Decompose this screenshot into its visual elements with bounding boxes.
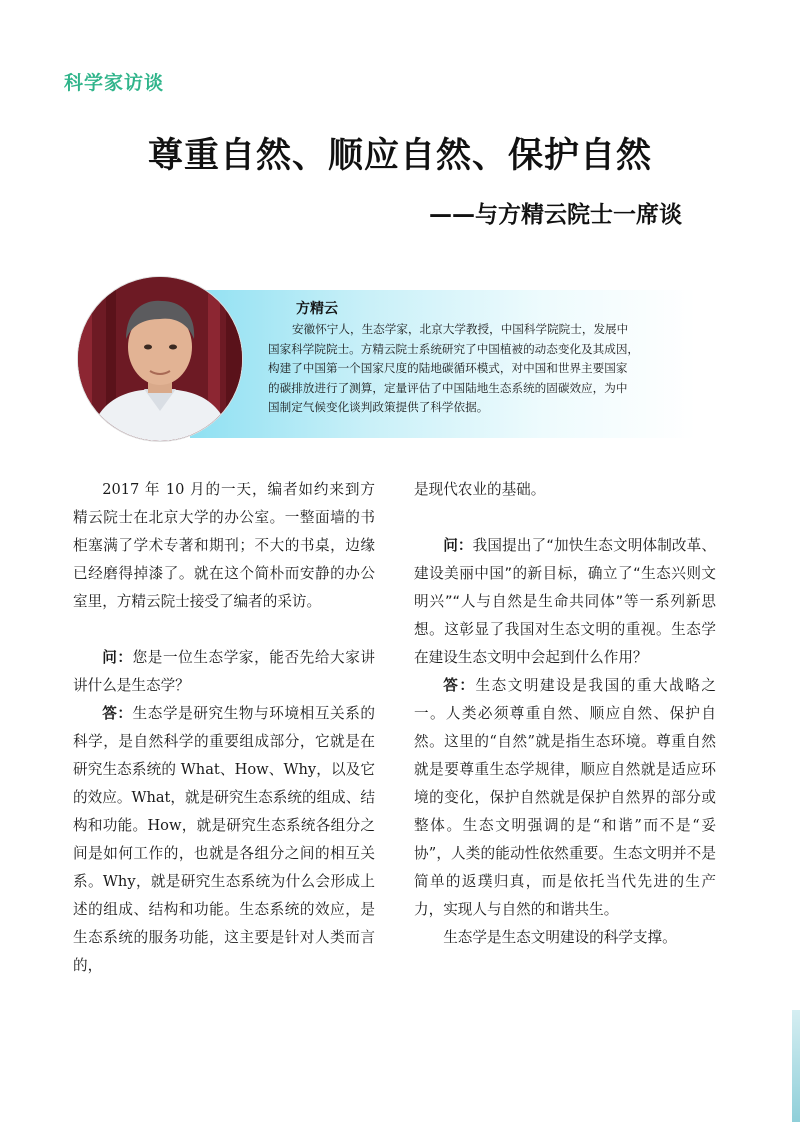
answer-text: 生态学是研究生物与环境相互关系的科学，是自然科学的重要组成部分，它就是在研究生态系统的 What、How、Why，以及它的效应。What，就是研究生态系统的组成、结构和功能。How，就是研究生态系统各组分之间是如何工作的，也就是各组分之间的相互关系。Why，就是研究生态系统为什么会形成上述的组成、结构和功能。生态系统的效应，是生态系统的服务功能，这主要是针对人类而言的， bbox=[73, 705, 375, 974]
question-2 bbox=[414, 532, 716, 672]
portrait-photo bbox=[78, 277, 242, 441]
profile-bio bbox=[268, 320, 688, 418]
bio-line: 安徽怀宁人，生态学家，北京大学教授，中国科学院院士，发展中 bbox=[292, 322, 629, 336]
answer-2 bbox=[414, 672, 716, 924]
answer-label: 答： bbox=[102, 705, 133, 722]
bio-line: 构建了中国第一个国家尺度的陆地碳循环模式，对中国和世界主要国家 bbox=[268, 361, 628, 375]
question-label: 问： bbox=[443, 537, 473, 554]
page-title: 尊重自然、顺应自然、保护自然 bbox=[147, 136, 652, 176]
closing-paragraph: 生态学是生态文明建设的科学支撑。 bbox=[443, 929, 677, 946]
question-1 bbox=[73, 644, 375, 700]
question-label: 问： bbox=[102, 649, 133, 666]
bio-line: 国家科学院院士。方精云院士系统研究了中国植被的动态变化及其成因， bbox=[268, 341, 640, 356]
avatar bbox=[78, 277, 242, 441]
question-text: 您是一位生态学家，能否先给大家讲讲什么是生态学？ bbox=[73, 649, 375, 694]
article-column-right bbox=[414, 476, 716, 952]
answer-1 bbox=[73, 700, 375, 980]
article-column-left bbox=[73, 476, 375, 980]
answer-1-continued: 是现代农业的基础。 bbox=[414, 481, 546, 498]
profile-name: 方精云 bbox=[296, 301, 338, 317]
page-subtitle: ——与方精云院士一席谈 bbox=[429, 202, 682, 228]
answer-label: 答： bbox=[443, 677, 476, 694]
bio-line: 国制定气候变化谈判政策提供了科学依据。 bbox=[268, 400, 489, 414]
bio-line: 的碳排放进行了测算，定量评估了中国陆地生态系统的固碳效应，为中 bbox=[268, 380, 628, 395]
question-text: 我国提出了“加快生态文明体制改革、建设美丽中国”的新目标，确立了“生态兴则文明兴”“人与自然是生命共同体”等一系列新思想。这彰显了我国对生态文明的重视。生态学在建设生态文明中会起到什么作用？ bbox=[414, 537, 716, 666]
answer-text: 生态文明建设是我国的重大战略之一。人类必须尊重自然、顺应自然、保护自然。这里的“自然”就是指生态环境。尊重自然就是要尊重生态学规律，顺应自然就是适应环境的变化，保护自然就是保护自然界的部分或整体。生态文明强调的是“和谐”而不是“妥协”，人类的能动性依然重要。生态文明并不是简单的返璞归真，而是依托当代先进的生产力，实现人与自然的和谐共生。 bbox=[414, 677, 716, 918]
page-edge-tab bbox=[792, 1010, 800, 1122]
section-tag: 科学家访谈 bbox=[64, 72, 165, 94]
intro-paragraph: 2017 年 10 月的一天，编者如约来到方精云院士在北京大学的办公室。一整面墙的书柜塞满了学术专著和期刊；不大的书桌，边缘已经磨得掉漆了。就在这个简朴而安静的办公室里，方精云院士接受了编者的采访。 bbox=[73, 481, 375, 610]
